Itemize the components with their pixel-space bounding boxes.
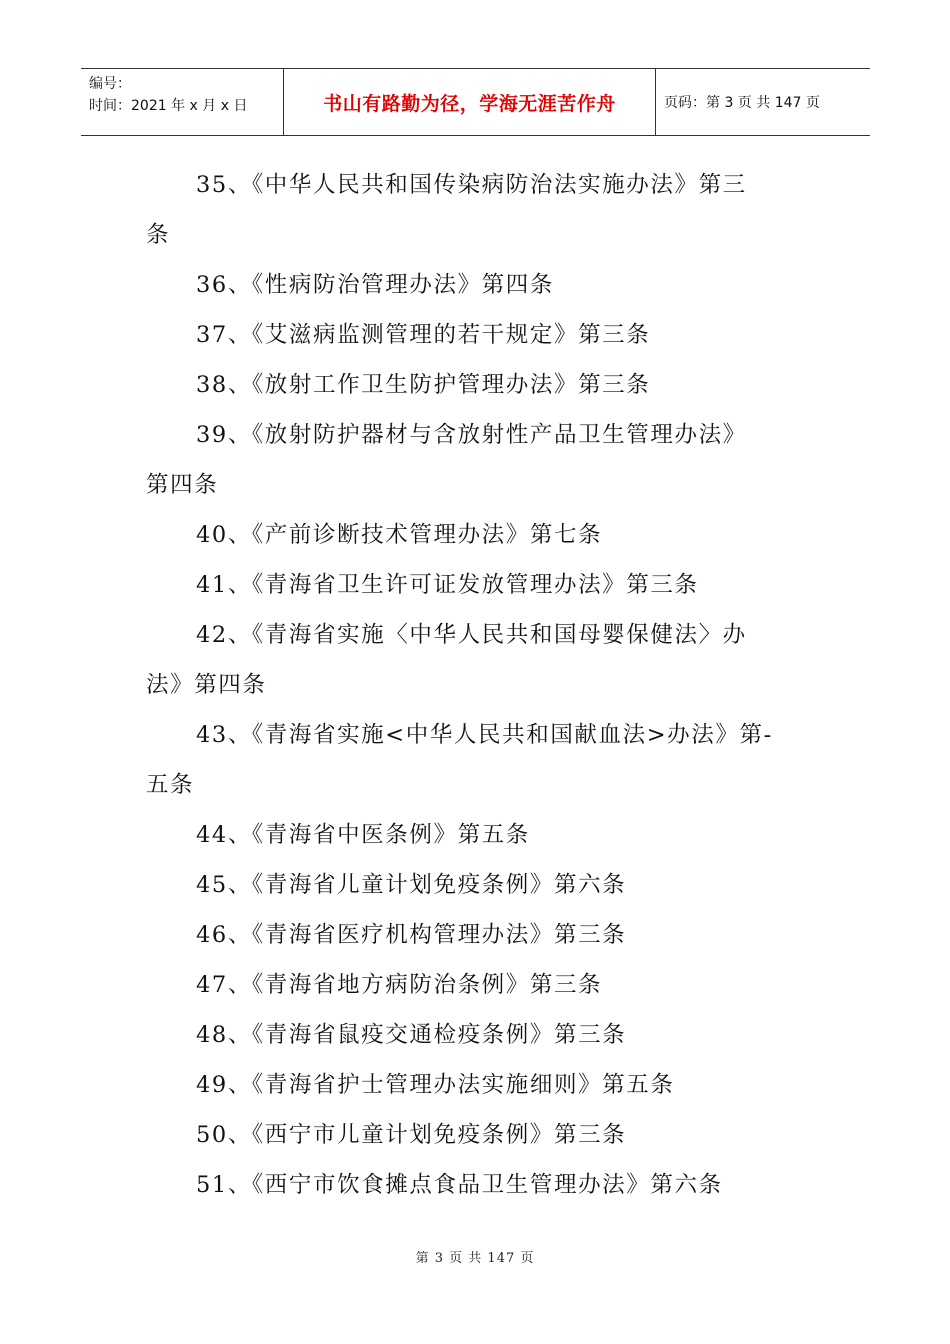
list-item [146, 1160, 816, 1210]
list-item [146, 910, 816, 960]
list-item-line: 49、《青海省护士管理办法实施细则》第五条 [196, 1072, 675, 1098]
document-body [146, 160, 816, 1210]
list-item-line: 43、《青海省实施<中华人民共和国献血法>办法》第- [196, 722, 773, 748]
list-item-line: 48、《青海省鼠疫交通检疫条例》第三条 [196, 1022, 627, 1048]
list-item [146, 510, 816, 560]
header-meta [81, 69, 283, 135]
list-item-line: 42、《青海省实施〈中华人民共和国母婴保健法〉办 [196, 622, 747, 648]
list-item-line: 40、《产前诊断技术管理办法》第七条 [196, 522, 603, 548]
list-item-line: 51、《西宁市饮食摊点食品卫生管理办法》第六条 [196, 1172, 723, 1198]
list-item-line: 44、《青海省中医条例》第五条 [196, 822, 530, 848]
list-item [146, 260, 816, 310]
list-item [146, 610, 816, 710]
list-item [146, 860, 816, 910]
list-item-line: 38、《放射工作卫生防护管理办法》第三条 [196, 372, 651, 398]
page-footer: 第 3 页 共 147 页 [415, 1251, 535, 1266]
list-item-continuation: 第四条 [146, 472, 219, 498]
document-number-label: 编号： [89, 76, 131, 92]
page-header [81, 68, 870, 136]
list-item [146, 560, 816, 610]
list-item [146, 710, 816, 810]
list-item-line: 47、《青海省地方病防治条例》第三条 [196, 972, 603, 998]
header-motto: 书山有路勤为径，学海无涯苦作舟 [283, 69, 656, 135]
list-item-line: 35、《中华人民共和国传染病防治法实施办法》第三 [196, 172, 747, 198]
header-page-info: 页码：第 3 页 共 147 页 [664, 95, 820, 111]
list-item-continuation: 法》第四条 [146, 672, 267, 698]
list-item-line: 50、《西宁市儿童计划免疫条例》第三条 [196, 1122, 627, 1148]
list-item [146, 360, 816, 410]
list-item [146, 1060, 816, 1110]
list-item [146, 1010, 816, 1060]
list-item-line: 39、《放射防护器材与含放射性产品卫生管理办法》 [196, 422, 747, 448]
list-item [146, 160, 816, 260]
list-item-line: 45、《青海省儿童计划免疫条例》第六条 [196, 872, 627, 898]
list-item [146, 410, 816, 510]
list-item-line: 37、《艾滋病监测管理的若干规定》第三条 [196, 322, 651, 348]
list-item-line: 36、《性病防治管理办法》第四条 [196, 272, 554, 298]
list-item-continuation: 五条 [146, 772, 195, 798]
list-item-line: 46、《青海省医疗机构管理办法》第三条 [196, 922, 627, 948]
list-item-line: 41、《青海省卫生许可证发放管理办法》第三条 [196, 572, 699, 598]
list-item-continuation: 条 [146, 222, 171, 248]
document-time-label: 时间：2021 年 x 月 x 日 [89, 98, 248, 114]
list-item [146, 1110, 816, 1160]
list-item [146, 310, 816, 360]
list-item [146, 960, 816, 1010]
list-item [146, 810, 816, 860]
